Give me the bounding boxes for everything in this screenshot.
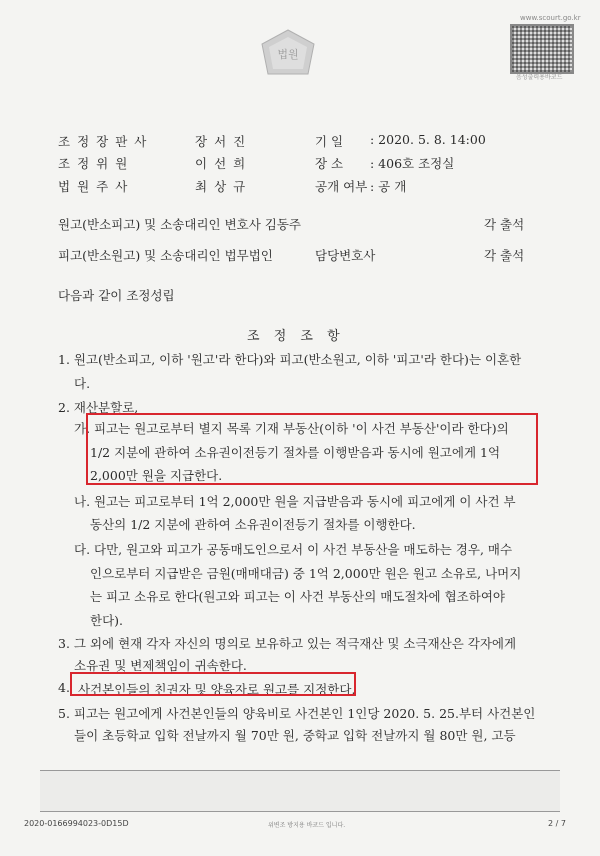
seal-text: 법원 — [277, 48, 299, 61]
qr-url: www.scourt.go.kr — [520, 14, 581, 22]
clause-line: 5. 피고는 원고에게 사건본인들의 양육비로 사건본인 1인당 2020. 5. 25.부터 사건본인 — [58, 706, 536, 721]
intro-text: 다음과 같이 조정성립 — [58, 288, 175, 303]
clause-line: 1. 원고(반소피고, 이하 '원고'라 한다)와 피고(반소원고, 이하 '피고'라 한다)는 이혼한 — [58, 352, 522, 367]
attendance-defendant: 피고(반소원고) 및 소송대리인 법무법인 — [58, 248, 273, 263]
qr-caption: 음성출력용바코드 — [516, 74, 563, 81]
clause-line: 다. — [74, 376, 91, 391]
clause-line: 다. 다만, 원고와 피고가 공동매도인으로서 이 사건 부동산을 매도하는 경우, 매수 — [74, 542, 513, 557]
header-name-1: 장서진 — [195, 134, 253, 149]
footer-band — [40, 770, 560, 812]
header-role-3: 법원주사 — [58, 179, 135, 194]
clause-line: 4. — [58, 680, 70, 695]
attendance-defendant-counsel: 담당변호사 — [315, 248, 376, 263]
header-label-public: 공개 여부 — [315, 179, 368, 194]
header-value-public: : 공 개 — [370, 179, 407, 194]
footer-page: 2 / 7 — [548, 819, 566, 828]
court-seal-icon — [258, 28, 318, 78]
clause-line: 가. 피고는 원고로부터 별지 목록 기재 부동산(이하 '이 사건 부동산'이라 한다)의 — [74, 421, 509, 436]
clause-line: 는 피고 소유로 한다(원고와 피고는 이 사건 부동산의 매도절차에 협조하여야 — [90, 589, 505, 604]
clause-line: 동산의 1/2 지분에 관하여 소유권이전등기 절차를 이행한다. — [90, 517, 416, 532]
highlight-box-clause-2a — [86, 413, 538, 485]
clause-line: 사건본인들의 친권자 및 양육자로 원고를 지정한다. — [78, 682, 356, 697]
clause-line: 소유권 및 변제책임이 귀속한다. — [74, 658, 247, 673]
clause-line: 인으로부터 지급받은 금원(매매대금) 중 1억 2,000만 원은 원고 소유로, 나머지 — [90, 566, 522, 581]
clause-line: 2. 재산분할로, — [58, 400, 139, 415]
header-role-2: 조정위원 — [58, 156, 135, 171]
header-name-2: 이선희 — [195, 156, 253, 171]
clause-line: 나. 원고는 피고로부터 1억 2,000만 원을 지급받음과 동시에 피고에게 이 사건 부 — [74, 494, 516, 509]
clause-line: 1/2 지분에 관하여 소유권이전등기 절차를 이행받음과 동시에 원고에게 1억 — [90, 445, 501, 460]
clause-line: 2,000만 원을 지급한다. — [90, 468, 223, 483]
header-label-date: 기 일 — [315, 134, 344, 149]
clause-line: 한다). — [90, 613, 124, 628]
clause-line: 들이 초등학교 입학 전날까지 월 70만 원, 중학교 입학 전날까지 월 80만 원, 고등 — [74, 728, 516, 743]
footer-doc-id: 2020-0166994023-0D15D — [24, 819, 129, 828]
qr-barcode-icon — [510, 24, 574, 74]
header-value-date: : 2020. 5. 8. 14:00 — [370, 132, 486, 147]
attendance-plaintiff-status: 각 출석 — [484, 217, 525, 232]
clause-line: 3. 그 외에 현재 각자 자신의 명의로 보유하고 있는 적극재산 및 소극재산은 각자에게 — [58, 636, 517, 651]
footer-notice: 위변조 방지용 바코드 입니다. — [268, 822, 346, 829]
section-title: 조 정 조 항 — [247, 329, 345, 344]
header-name-3: 최상규 — [195, 179, 253, 194]
header-label-place: 장 소 — [315, 156, 344, 171]
attendance-defendant-status: 각 출석 — [484, 248, 525, 263]
header-value-place: : 406호 조정실 — [370, 156, 455, 171]
attendance-plaintiff: 원고(반소피고) 및 소송대리인 변호사 김동주 — [58, 217, 301, 232]
header-role-1: 조정장판사 — [58, 134, 154, 149]
highlight-box-clause-4 — [70, 672, 356, 696]
